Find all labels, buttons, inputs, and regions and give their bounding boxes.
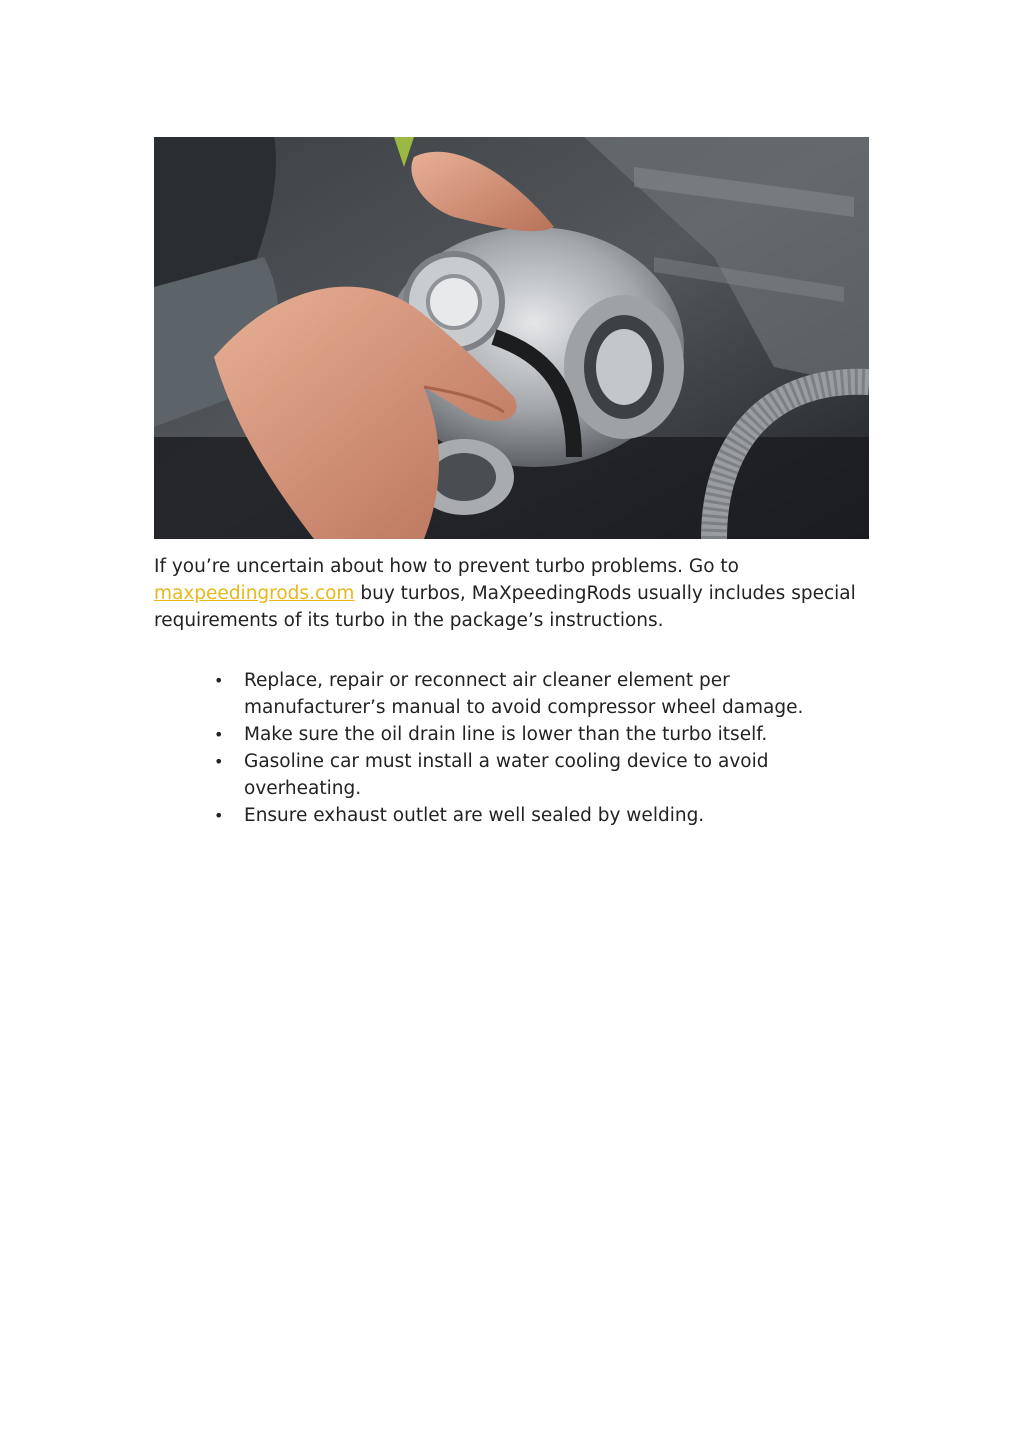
list-item-text: Gasoline car must install a water cooling device to avoid overheating. — [244, 751, 769, 799]
list-item — [154, 748, 874, 802]
turbocharger-photo-icon — [154, 137, 869, 539]
list-item-text: Ensure exhaust outlet are well sealed by welding. — [244, 805, 705, 826]
intro-paragraph — [154, 553, 874, 634]
list-item-text: Make sure the oil drain line is lower than the turbo itself. — [244, 724, 768, 745]
bullet-icon: • — [214, 752, 224, 771]
bullet-icon: • — [214, 671, 224, 690]
bullet-icon: • — [214, 725, 224, 744]
list-item — [154, 667, 874, 721]
requirements-list — [154, 667, 874, 829]
turbocharger-photo — [154, 137, 869, 539]
list-item — [154, 721, 874, 748]
intro-text-before: If you’re uncertain about how to prevent turbo problems. Go to — [154, 556, 739, 577]
maxpeedingrods-link[interactable]: maxpeedingrods.com — [154, 583, 355, 604]
list-item-text: Replace, repair or reconnect air cleaner element per manufacturer’s manual to avoid compressor wheel damage. — [244, 670, 804, 718]
intro-text-after: buy turbos, MaXpeedingRods usually includes special requirements of its turbo in the package’s instructions. — [154, 583, 856, 631]
list-item — [154, 802, 874, 829]
bullet-icon: • — [214, 806, 224, 825]
